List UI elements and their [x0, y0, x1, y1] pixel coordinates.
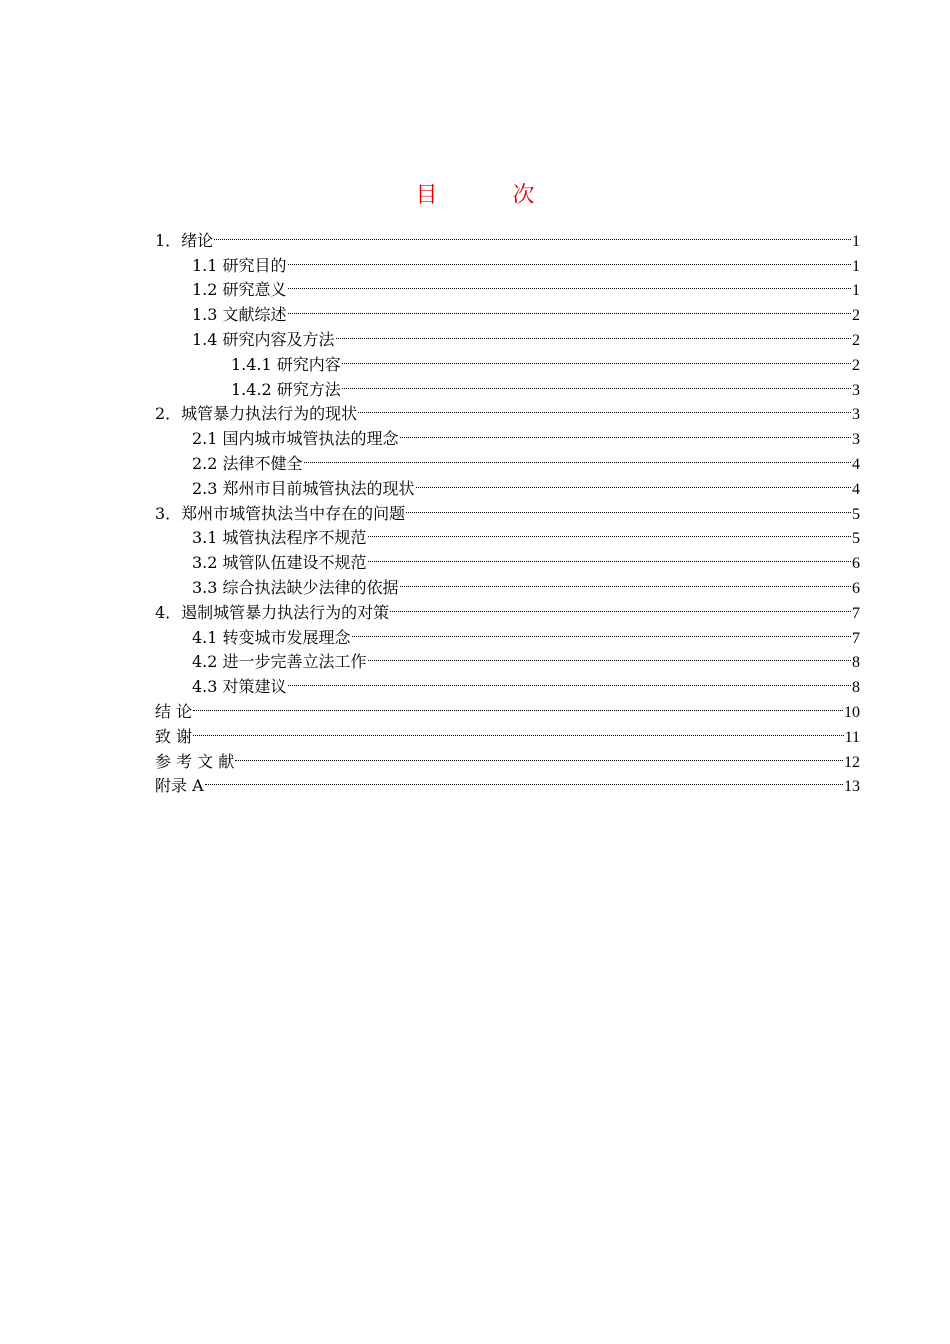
toc-entry-label: 附录 A: [155, 776, 204, 796]
toc-entry-page: 8: [852, 679, 860, 697]
toc-entry[interactable]: [155, 717, 860, 746]
toc-entry-page: 4: [852, 455, 860, 473]
toc-entry-label: 结 论: [155, 701, 193, 721]
dot-leader: [235, 742, 843, 767]
dot-leader: [368, 643, 851, 668]
toc-entry-label: 1.2 研究意义: [192, 280, 287, 300]
toc-entry-page: 11: [844, 728, 860, 746]
toc-entry-page: 7: [852, 604, 860, 622]
toc-entry-page: 13: [844, 778, 860, 796]
toc-entry-label: 1.1 研究目的: [192, 255, 287, 275]
toc-entry-page: 1: [852, 257, 860, 275]
toc-entry-page: 3: [852, 381, 860, 399]
toc-entry-page: 4: [852, 480, 860, 498]
toc-entry-label: 1.4 研究内容及方法: [192, 329, 335, 349]
toc-entry-label: 1.3 文献综述: [192, 305, 287, 325]
toc-entry-label: 3．郑州市城管执法当中存在的问题: [155, 503, 406, 523]
toc-title: 目 次: [415, 183, 569, 208]
toc-entry-label: 2.2 法律不健全: [192, 453, 303, 473]
dot-leader: [390, 593, 851, 618]
toc-entry-page: 7: [852, 629, 860, 647]
dot-leader: [368, 519, 851, 544]
toc-entry-label: 2．城管暴力执法行为的现状: [155, 404, 358, 424]
toc-entry-label: 1.4.1 研究内容: [231, 354, 341, 374]
dot-leader: [288, 295, 851, 320]
dot-leader: [342, 345, 851, 370]
dot-leader: [304, 444, 851, 469]
toc-entry-label: 3.2 城管队伍建设不规范: [192, 553, 367, 573]
toc-entry-label: 2.3 郑州市目前城管执法的现状: [192, 478, 415, 498]
dot-leader: [288, 667, 851, 692]
dot-leader: [406, 494, 851, 519]
toc-entry-page: 5: [852, 505, 860, 523]
toc-entry[interactable]: [155, 692, 860, 721]
toc-entry-label: 参 考 文 献: [155, 751, 235, 771]
toc-entry-page: 2: [852, 331, 860, 349]
dot-leader: [358, 395, 851, 420]
toc-entry-label: 致 谢: [155, 726, 193, 746]
toc-entry-page: 5: [852, 530, 860, 548]
toc-entry[interactable]: [155, 221, 860, 250]
toc-entry-label: 3.1 城管执法程序不规范: [192, 528, 367, 548]
dot-leader: [214, 221, 851, 246]
toc-entry-label: 4.3 对策建议: [192, 677, 287, 697]
toc-entry[interactable]: [155, 767, 860, 796]
toc-entry-label: 4.1 转变城市发展理念: [192, 627, 351, 647]
toc-entry-page: 2: [852, 356, 860, 374]
toc-entry-label: 1.4.2 研究方法: [231, 379, 341, 399]
dot-leader: [342, 370, 851, 395]
dot-leader: [352, 618, 851, 643]
toc-entry-page: 12: [844, 753, 860, 771]
dot-leader: [416, 469, 851, 494]
toc-entry-page: 6: [852, 579, 860, 597]
dot-leader: [288, 271, 851, 296]
toc-entry[interactable]: [155, 742, 860, 771]
dot-leader: [400, 568, 851, 593]
toc-entry-page: 6: [852, 555, 860, 573]
toc-entry-page: 1: [852, 232, 860, 250]
dot-leader: [205, 767, 843, 792]
toc-entry[interactable]: [155, 246, 860, 275]
table-of-contents: [155, 221, 860, 796]
toc-entry-label: 2.1 国内城市城管执法的理念: [192, 429, 399, 449]
toc-entry-page: 1: [852, 282, 860, 300]
dot-leader: [193, 692, 843, 717]
toc-entry-page: 3: [852, 431, 860, 449]
dot-leader: [288, 246, 851, 271]
dot-leader: [193, 717, 844, 742]
dot-leader: [400, 419, 851, 444]
toc-entry-page: 8: [852, 654, 860, 672]
toc-entry-label: 3.3 综合执法缺少法律的依据: [192, 577, 399, 597]
toc-entry-page: 10: [844, 703, 860, 721]
dot-leader: [368, 543, 851, 568]
toc-entry-label: 1．绪论: [155, 230, 214, 250]
dot-leader: [336, 320, 851, 345]
toc-entry-page: 2: [852, 307, 860, 325]
toc-entry-label: 4.2 进一步完善立法工作: [192, 652, 367, 672]
toc-entry-page: 3: [852, 406, 860, 424]
toc-entry-label: 4．遏制城管暴力执法行为的对策: [155, 602, 390, 622]
